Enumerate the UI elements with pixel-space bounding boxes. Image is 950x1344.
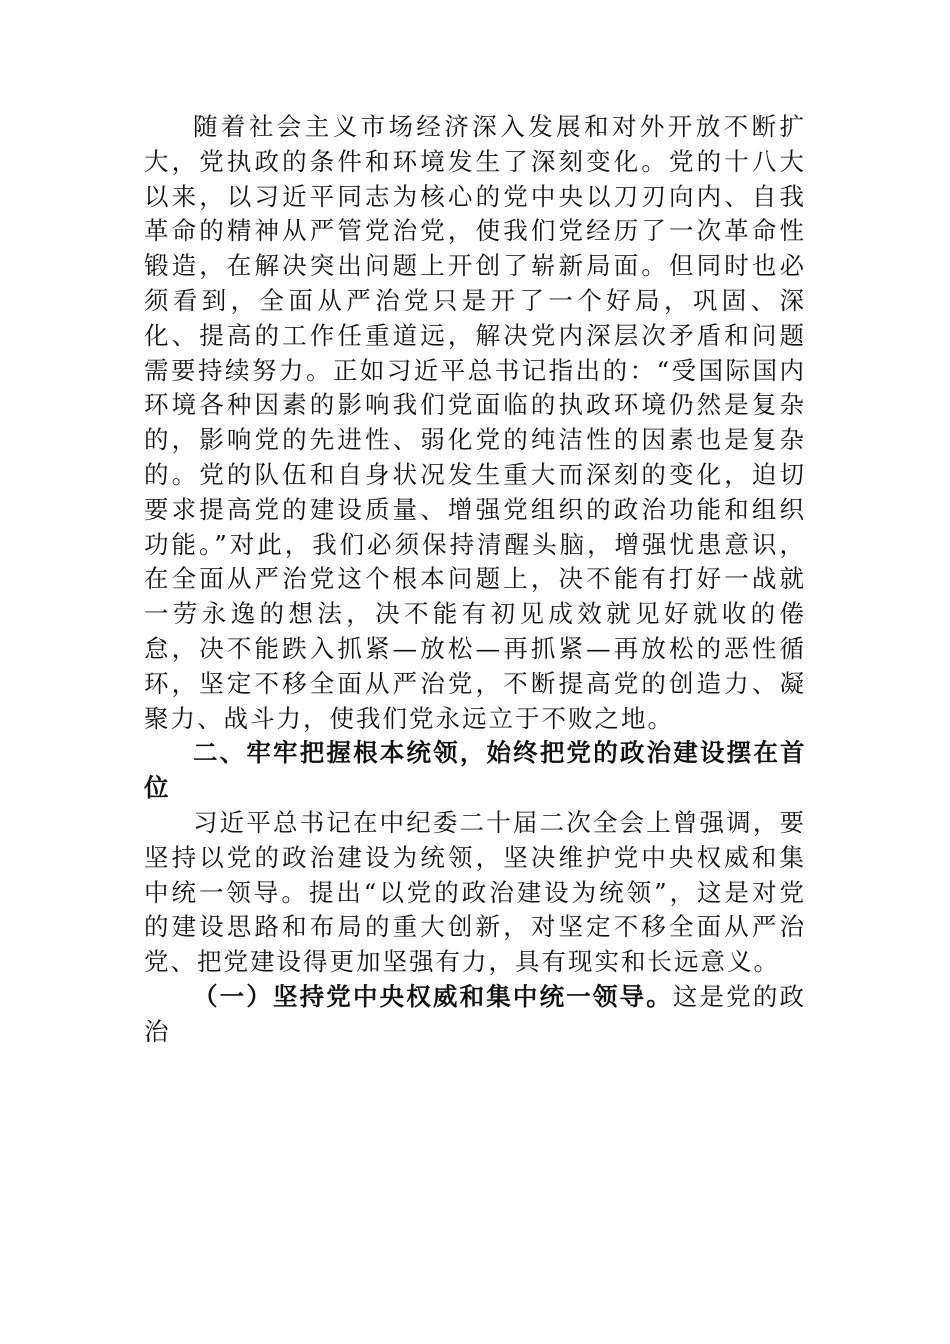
document-page [144, 110, 806, 1050]
subsection-text: 这是党的政治 [144, 981, 807, 1046]
section-heading: 二、牢牢把握根本统领，始终把党的政治建设摆在首位 [144, 738, 806, 803]
body-paragraph: 习近平总书记在中纪委二十届二次全会上曾强调，要坚持以党的政治建设为统领，坚决维护党中央权威和集中统一领导。提出“以党的政治建设为统领”，这是对党的建设思路和布局的重大创新，对坚定不移全面从严治党、把党建设得更加坚强有力，具有现实和长远意义。 [144, 807, 806, 977]
body-paragraph: 随着社会主义市场经济深入发展和对外开放不断扩大，党执政的条件和环境发生了深刻变化。党的十八大以来，以习近平同志为核心的党中央以刀刃向内、自我革命的精神从严管党治党，使我们党经历了一次革命性锻造，在解决突出问题上开创了崭新局面。但同时也必须看到，全面从严治党只是开了一个好局，巩固、深化、提高的工作任重道远，解决党内深层次矛盾和问题需要持续努力。正如习近平总书记指出的：“受国际国内环境各种因素的影响我们党面临的执政环境仍然是复杂的，影响党的先进性、弱化党的纯洁性的因素也是复杂的。党的队伍和自身状况发生重大而深刻的变化，迫切要求提高党的建设质量、增强党组织的政治功能和组织功能。”对此，我们必须保持清醒头脑，增强忧患意识，在全面从严治党这个根本问题上，决不能有打好一战就一劳永逸的想法，决不能有初见成效就见好就收的倦怠，决不能跌入抓紧—放松—再抓紧—再放松的恶性循环，坚定不移全面从严治党，不断提高党的创造力、凝聚力、战斗力，使我们党永远立于不败之地。 [144, 112, 806, 733]
subsection-heading: （一）坚持党中央权威和集中统一领导。 [193, 981, 673, 1011]
subsection-paragraph [144, 980, 806, 1050]
